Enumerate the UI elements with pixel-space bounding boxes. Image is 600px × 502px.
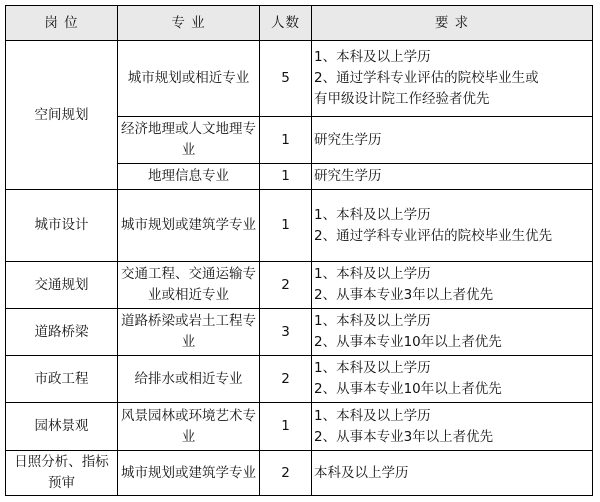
major-cell: 城市规划或建筑学专业 bbox=[118, 451, 260, 496]
position-cell: 城市设计 bbox=[6, 190, 118, 262]
header-position: 岗 位 bbox=[6, 6, 118, 41]
count-cell: 3 bbox=[260, 309, 312, 356]
count-cell: 2 bbox=[260, 451, 312, 496]
position-cell: 市政工程 bbox=[6, 356, 118, 403]
header-requirement: 要 求 bbox=[312, 6, 593, 41]
requirement-line: 2、通过学科专业评估的院校毕业生优先 bbox=[314, 227, 553, 244]
major-cell: 经济地理或人文地理专业 bbox=[118, 117, 260, 164]
position-cell: 日照分析、指标预审 bbox=[6, 451, 118, 496]
position-cell: 道路桥梁 bbox=[6, 309, 118, 356]
table-row bbox=[6, 41, 593, 117]
count-cell: 1 bbox=[260, 117, 312, 164]
requirement-line: 2、通过学科专业评估的院校毕业生或 bbox=[314, 70, 539, 86]
requirement-cell bbox=[312, 356, 593, 403]
header-major: 专 业 bbox=[118, 6, 260, 41]
requirement-line: 研究生学历 bbox=[314, 131, 382, 148]
requirement-line: 2、从事本专业3年以上者优先 bbox=[314, 287, 494, 303]
requirement-line: 2、从事本专业3年以上者优先 bbox=[314, 428, 494, 445]
recruitment-table bbox=[5, 5, 593, 496]
requirement-line: 研究生学历 bbox=[314, 168, 382, 184]
position-cell: 空间规划 bbox=[6, 41, 118, 190]
requirement-line: 1、本科及以上学历 bbox=[314, 49, 431, 65]
major-cell: 道路桥梁或岩土工程专业 bbox=[118, 309, 260, 356]
major-cell: 城市规划或建筑学专业 bbox=[118, 190, 260, 262]
table-row bbox=[6, 309, 593, 356]
requirement-line: 1、本科及以上学历 bbox=[314, 313, 431, 329]
requirement-cell bbox=[312, 262, 593, 309]
requirement-cell bbox=[312, 164, 593, 190]
major-cell: 风景园林或环境艺术专业 bbox=[118, 403, 260, 451]
table-row bbox=[6, 451, 593, 496]
table-row bbox=[6, 262, 593, 309]
table-row bbox=[6, 356, 593, 403]
position-cell: 交通规划 bbox=[6, 262, 118, 309]
major-cell: 给排水或相近专业 bbox=[118, 356, 260, 403]
requirement-cell bbox=[312, 309, 593, 356]
count-cell: 1 bbox=[260, 190, 312, 262]
major-cell: 地理信息专业 bbox=[118, 164, 260, 190]
requirement-line: 1、本科及以上学历 bbox=[314, 266, 431, 282]
count-cell: 1 bbox=[260, 164, 312, 190]
count-cell: 2 bbox=[260, 356, 312, 403]
requirement-line: 1、本科及以上学历 bbox=[314, 206, 431, 223]
count-cell: 1 bbox=[260, 403, 312, 451]
requirement-line: 1、本科及以上学历 bbox=[314, 407, 431, 424]
header-count: 人数 bbox=[260, 6, 312, 41]
count-cell: 2 bbox=[260, 262, 312, 309]
table-row bbox=[6, 190, 593, 262]
requirement-cell bbox=[312, 117, 593, 164]
table-row bbox=[6, 403, 593, 451]
requirement-line: 有甲级设计院工作经验者优先 bbox=[314, 91, 490, 107]
major-cell: 城市规划或相近专业 bbox=[118, 41, 260, 117]
header-row bbox=[6, 6, 593, 41]
requirement-cell bbox=[312, 190, 593, 262]
requirement-line: 2、从事本专业10年以上者优先 bbox=[314, 381, 502, 397]
requirement-cell bbox=[312, 451, 593, 496]
requirement-cell bbox=[312, 403, 593, 451]
position-cell: 园林景观 bbox=[6, 403, 118, 451]
requirement-line: 1、本科及以上学历 bbox=[314, 360, 431, 376]
count-cell: 5 bbox=[260, 41, 312, 117]
major-cell: 交通工程、交通运输专业或相近专业 bbox=[118, 262, 260, 309]
requirement-cell bbox=[312, 41, 593, 117]
requirement-line: 2、从事本专业10年以上者优先 bbox=[314, 334, 502, 350]
requirement-line: 本科及以上学历 bbox=[314, 464, 409, 481]
